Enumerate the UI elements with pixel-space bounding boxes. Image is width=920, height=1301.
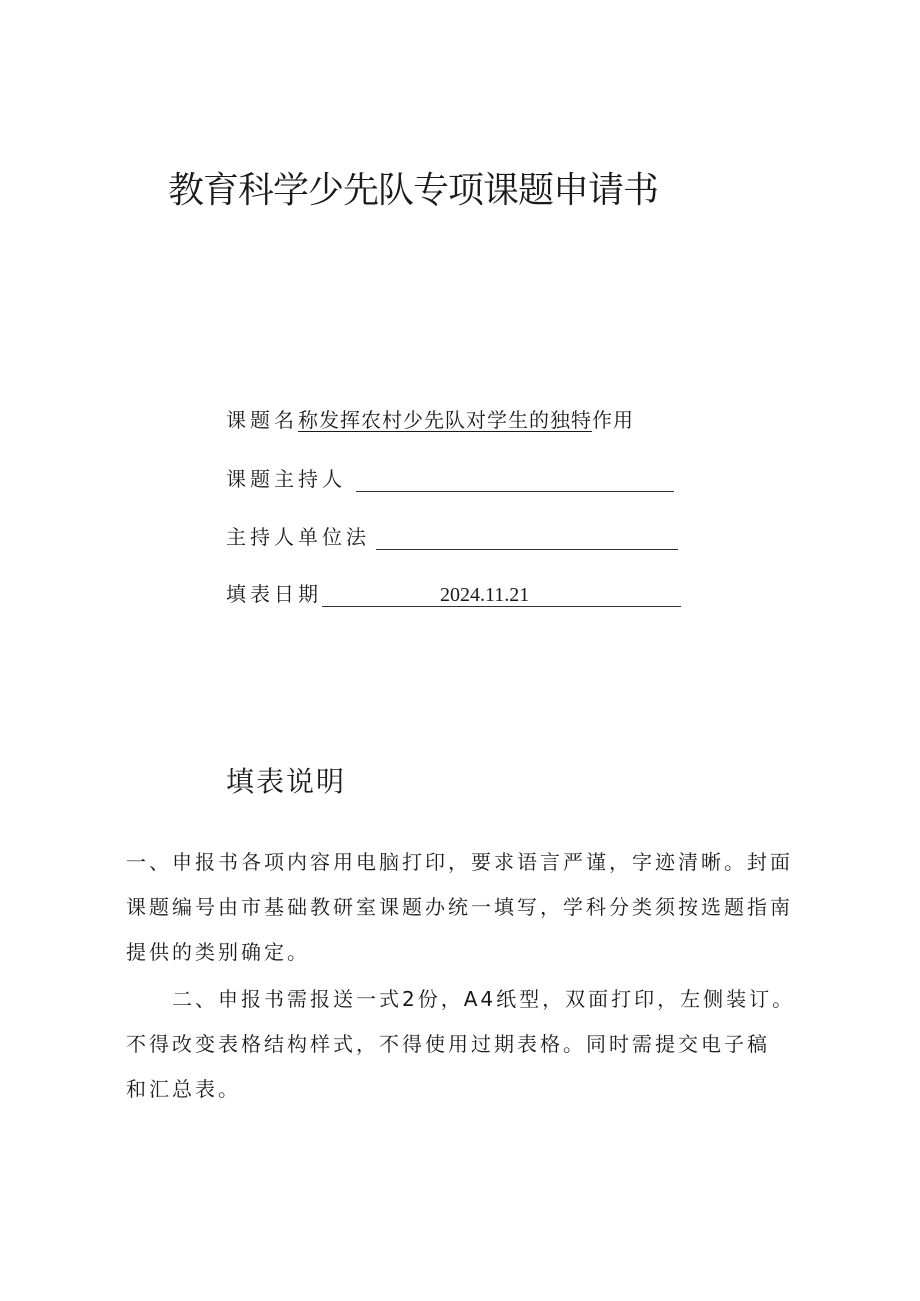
topic-field — [226, 404, 634, 433]
unit-label: 主持人单位法 — [226, 525, 370, 549]
date-field — [226, 578, 681, 607]
instruction-paragraph-2 — [126, 977, 806, 1112]
document-title: 教育科学少先队专项课题申请书 — [168, 170, 659, 211]
paragraph-line: 不得改变表格结构样式，不得使用过期表格。同时需提交电子稿 — [126, 1032, 770, 1056]
topic-label: 课题名 — [226, 408, 298, 432]
paragraph-line: 课题编号由市基础教研室课题办统一填写，学科分类须按选题指南 — [126, 895, 793, 919]
host-field — [226, 463, 674, 492]
date-label: 填表日期 — [226, 582, 322, 606]
unit-field — [226, 521, 678, 550]
paragraph-line: 一、申报书各项内容用电脑打印，要求语言严谨，字迹清晰。封面 — [126, 850, 793, 874]
date-blank-line-left — [322, 605, 440, 607]
paragraph-line: 二、申报书需报送一式2份，A4纸型，双面打印，左侧装订。 — [126, 987, 796, 1011]
host-blank-line — [356, 490, 674, 492]
topic-value: 称发挥农村少先队对学生的独特 — [298, 408, 592, 432]
topic-suffix: 作用 — [592, 408, 634, 432]
instructions-heading: 填表说明 — [226, 765, 347, 798]
unit-blank-line — [376, 548, 678, 550]
date-blank-line-right — [529, 605, 681, 607]
instruction-paragraph-1 — [126, 840, 806, 975]
date-value: 2024.11.21 — [440, 584, 530, 606]
paragraph-line: 和汇总表。 — [126, 1077, 241, 1101]
host-label: 课题主持人 — [226, 467, 346, 491]
paragraph-line: 提供的类别确定。 — [126, 940, 310, 964]
